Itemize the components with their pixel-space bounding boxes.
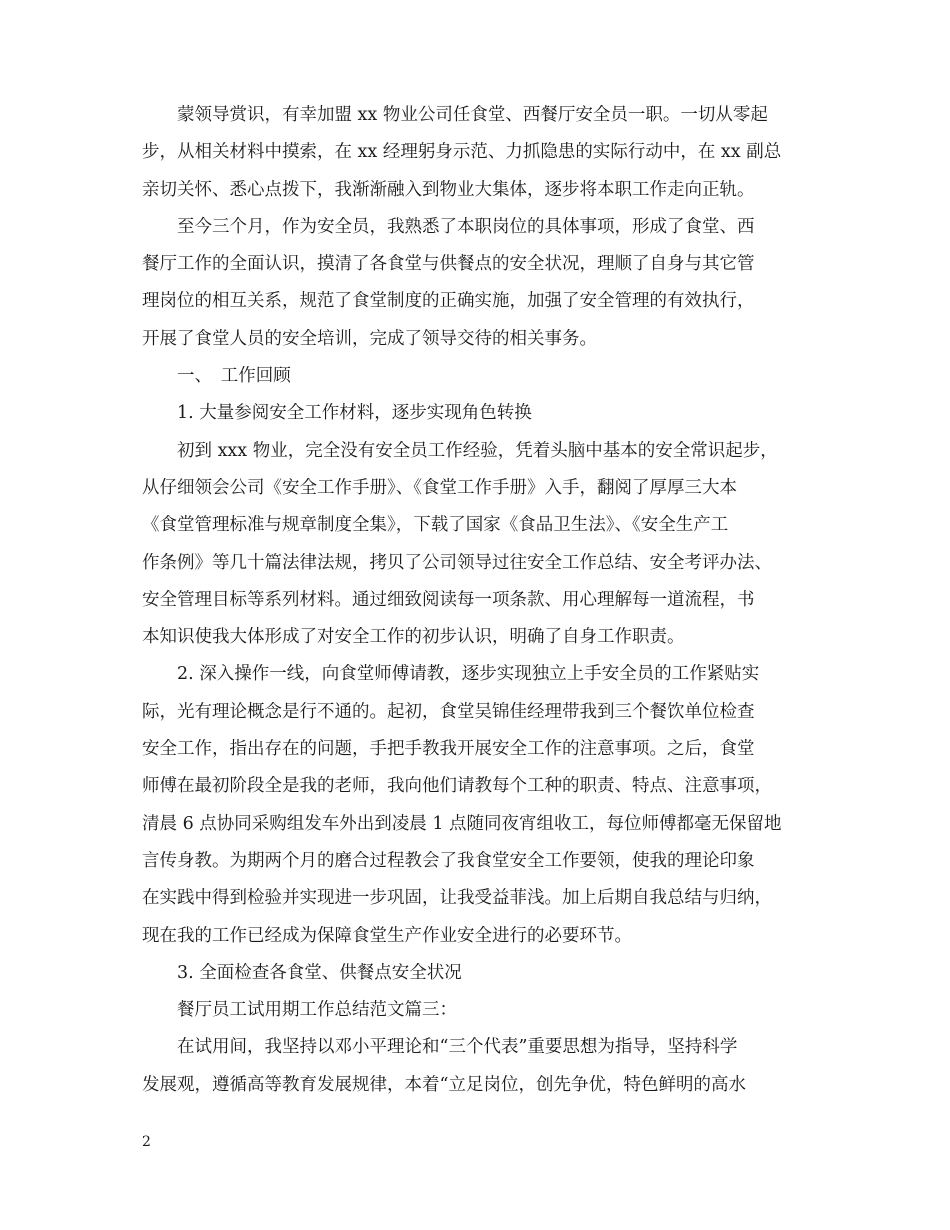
text-line: 作条例》等几十篇法律法规，拷贝了公司领导过往安全工作总结、安全考评办法、 (142, 552, 772, 573)
text-line: 3. 全面检查各食堂、供餐点安全状况 (177, 962, 462, 983)
text-line: 《食堂管理标准与规章制度全集》，下载了国家《食品卫生法》、《安全生产工 (142, 515, 729, 536)
text-line: 亲切关怀、悉心点拨下，我渐渐融入到物业大集体，逐步将本职工作走向正轨。 (142, 179, 755, 200)
text-line: 至今三个月，作为安全员，我熟悉了本职岗位的具体事项，形成了食堂、西 (177, 216, 755, 237)
text-line: 步，从相关材料中摸索，在 xx 经理躬身示范、力抓隐患的实际行动中，在 xx 副总 (142, 142, 782, 163)
text-line: 安全工作，指出存在的问题，手把手教我开展安全工作的注意事项。之后，食堂 (142, 739, 755, 760)
text-line: 开展了食堂人员的安全培训，完成了领导交待的相关事务。 (142, 328, 597, 349)
text-line: 蒙领导赏识，有幸加盟 xx 物业公司任食堂、西餐厅安全员一职。一切从零起 (177, 105, 768, 125)
text-line: 清晨 6 点协同采购组发车外出到凌晨 1 点随同夜宵组收工，每位师傅都毫无保留地 (142, 813, 782, 834)
text-line: 理岗位的相互关系，规范了食堂制度的正确实施，加强了安全管理的有效执行， (142, 291, 755, 312)
text-line: 在试用间，我坚持以邓小平理论和“三个代表”重要思想为指导，坚持科学 (177, 1037, 738, 1058)
text-line: 在实践中得到检验并实现进一步巩固，让我受益菲浅。加上后期自我总结与归纳， (142, 888, 772, 909)
text-line: 言传身教。为期两个月的磨合过程教会了我食堂安全工作要领，使我的理论印象 (142, 850, 755, 871)
text-line: 安全管理目标等系列材料。通过细致阅读每一项条款、用心理解每一道流程，书 (142, 589, 755, 610)
text-line: 1. 大量参阅安全工作材料，逐步实现角色转换 (177, 403, 532, 424)
text-line: 2. 深入操作一线，向食堂师傅请教，逐步实现独立上手安全员的工作紧贴实 (177, 664, 760, 685)
text-line: 际，光有理论概念是行不通的。起初，食堂吴锦佳经理带我到三个餐饮单位检查 (142, 701, 755, 722)
text-line: 发展观，遵循高等教育发展规律，本着“立足岗位，创先争优，特色鲜明的高水 (142, 1074, 746, 1095)
text-line: 从仔细领会公司《安全工作手册》、《食堂工作手册》入手，翻阅了厚厚三大本 (142, 477, 737, 498)
page-number: 2 (142, 1134, 151, 1150)
text-line: 本知识使我大体形成了对安全工作的初步认识，明确了自身工作职责。 (142, 627, 685, 648)
text-line: 餐厅员工试用期工作总结范文篇三： (177, 1000, 457, 1021)
text-line: 初到 xxx 物业，完全没有安全员工作经验，凭着头脑中基本的安全常识起步， (177, 440, 778, 461)
text-line: 现在我的工作已经成为保障食堂生产作业安全进行的必要环节。 (142, 925, 632, 946)
document-body (142, 97, 814, 1104)
text-line: 餐厅工作的全面认识，摸清了各食堂与供餐点的安全状况，理顺了自身与其它管 (142, 254, 755, 275)
text-line: 师傅在最初阶段全是我的老师，我向他们请教每个工种的职责、特点、注意事项， (142, 776, 772, 797)
text-line: 一、 工作回顾 (177, 366, 291, 387)
